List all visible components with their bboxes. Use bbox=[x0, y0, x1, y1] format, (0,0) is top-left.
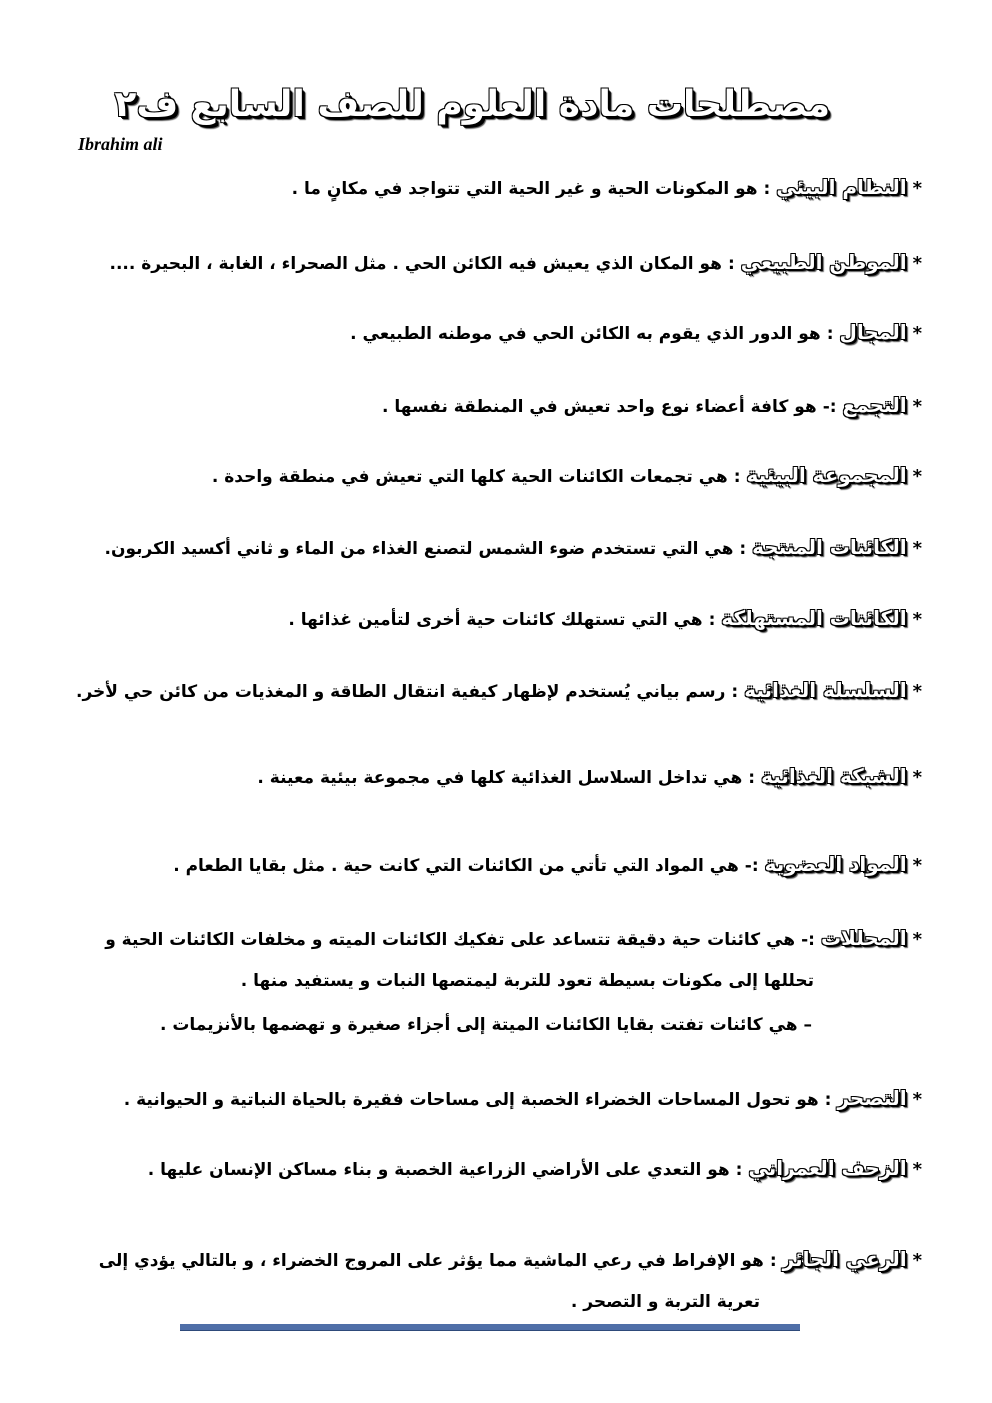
definition: هي كائنات حية دقيقة تتساعد على تفكيك الكائنات الميته و مخلفات الكائنات الحية و bbox=[105, 930, 796, 950]
entry-urban-sprawl bbox=[148, 1154, 922, 1184]
definition: هو تحول المساحات الخضراء الخصبة إلى مساحات فقيرة بالحياة النباتية و الحيوانية . bbox=[123, 1090, 819, 1110]
entry-niche bbox=[350, 318, 922, 348]
separator: : bbox=[826, 324, 834, 344]
entry-decomposers bbox=[105, 924, 922, 954]
entry-food-web bbox=[257, 762, 922, 792]
footer-divider bbox=[180, 1324, 800, 1331]
page-title: مصطلحات مادة العلوم للصف السابع ف٢ bbox=[114, 84, 830, 125]
definition: هو الدور الذي يقوم به الكائن الحي في موطنه الطبيعي . bbox=[350, 324, 821, 344]
term: الشبكة الغذائية bbox=[761, 764, 907, 788]
entry-desertification bbox=[124, 1084, 922, 1114]
term: المواد العضوية bbox=[764, 852, 907, 876]
bullet: * bbox=[912, 767, 922, 788]
term: الكائنات المستهلكة bbox=[721, 606, 907, 630]
separator: : bbox=[727, 254, 735, 274]
decomposers-second-definition: – هي كائنات تفتت بقايا الكائنات الميتة إلى أجزاء صغيرة و تهضمها بالأنزيمات . bbox=[159, 1015, 812, 1035]
bullet: * bbox=[912, 538, 922, 559]
term: المحللات bbox=[820, 926, 907, 950]
definition: هو كافة أعضاء نوع واحد تعيش في المنطقة نفسها . bbox=[381, 397, 817, 417]
definition: هي المواد التي تأتي من الكائنات التي كانت حية . مثل بقايا الطعام . bbox=[173, 856, 739, 876]
definition: هي تداخل السلاسل الغذائية كلها في مجموعة بيئية معينة . bbox=[257, 768, 743, 788]
separator: :- bbox=[744, 856, 759, 876]
entry-food-chain bbox=[76, 676, 922, 706]
bullet: * bbox=[912, 396, 922, 417]
bullet: * bbox=[912, 1089, 922, 1110]
term: الكائنات المنتجة bbox=[752, 535, 907, 559]
bullet: * bbox=[912, 1250, 922, 1271]
term: المجموعة البيئية bbox=[746, 463, 907, 487]
entry-consumers bbox=[288, 604, 922, 634]
term: الرعي الجائر bbox=[782, 1247, 907, 1271]
entry-overgrazing bbox=[99, 1245, 922, 1275]
separator: : bbox=[748, 768, 756, 788]
entry-organic-matter bbox=[173, 850, 922, 880]
definition: هو التعدي على الأراضي الزراعية الخصبة و بناء مساكن الإنسان عليها . bbox=[147, 1160, 730, 1180]
separator: : bbox=[769, 1251, 777, 1271]
definition: هو المكونات الحية و غير الحية التي تتواجد في مكانٍ ما . bbox=[291, 179, 758, 199]
bullet: * bbox=[912, 681, 922, 702]
entry-habitat bbox=[110, 248, 923, 278]
separator: : bbox=[739, 539, 747, 559]
definition: هو الإفراط في رعي الماشية مما يؤثر على المروج الخضراء ، و بالتالي يؤدي إلى bbox=[98, 1251, 764, 1271]
term: التصحر bbox=[837, 1086, 907, 1110]
separator: : bbox=[731, 682, 739, 702]
separator: : bbox=[733, 467, 741, 487]
entry-ecosystem bbox=[292, 173, 922, 203]
entry-population bbox=[382, 391, 922, 421]
bullet: * bbox=[912, 1159, 922, 1180]
entry-producers bbox=[104, 533, 922, 563]
definition: هو المكان الذي يعيش فيه الكائن الحي . مثل الصحراء ، الغابة ، البحيرة .... bbox=[109, 254, 722, 274]
definition: هي التي تستهلك كائنات حية أخرى لتأمين غذائها . bbox=[288, 610, 703, 630]
definition: رسم بياني يُستخدم لإظهار كيفية انتقال الطاقة و المغذيات من كائن حي لأخر. bbox=[76, 682, 726, 702]
decomposers-continuation: تحللها إلى مكونات بسيطة تعود للتربة ليمتصها النبات و يستفيد منها . bbox=[240, 971, 814, 991]
term: السلسلة الغذائية bbox=[744, 678, 907, 702]
bullet: * bbox=[912, 253, 922, 274]
overgrazing-continuation: تعرية التربة و التصحر . bbox=[570, 1292, 760, 1312]
definition: هي تجمعات الكائنات الحية كلها التي تعيش في منطقة واحدة . bbox=[211, 467, 728, 487]
separator: : bbox=[763, 179, 771, 199]
separator: : bbox=[735, 1160, 743, 1180]
author-name: Ibrahim ali bbox=[78, 134, 163, 154]
term: النظام البيئي bbox=[776, 175, 907, 199]
term: الزحف العمراني bbox=[748, 1156, 907, 1180]
entry-community bbox=[212, 461, 922, 491]
bullet: * bbox=[912, 929, 922, 950]
bullet: * bbox=[912, 323, 922, 344]
bullet: * bbox=[912, 466, 922, 487]
definition: هي التي تستخدم ضوء الشمس لتصنع الغذاء من الماء و ثاني أكسيد الكربون. bbox=[104, 539, 734, 559]
term: المجال bbox=[839, 320, 907, 344]
bullet: * bbox=[912, 855, 922, 876]
separator: :- bbox=[822, 397, 837, 417]
separator: :- bbox=[801, 930, 815, 950]
bullet: * bbox=[912, 609, 922, 630]
separator: : bbox=[824, 1090, 832, 1110]
term: الموطن الطبيعي bbox=[740, 250, 907, 274]
bullet: * bbox=[912, 178, 922, 199]
term: التجمع bbox=[842, 393, 907, 417]
separator: : bbox=[708, 610, 716, 630]
